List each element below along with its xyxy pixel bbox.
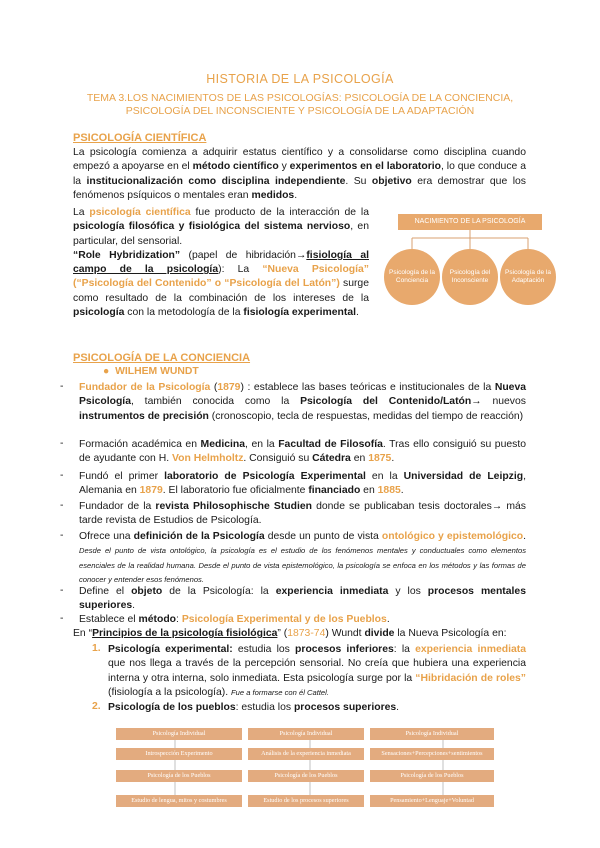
box-col3-3: Pensamiento+Lenguaje+Voluntad: [370, 795, 494, 807]
item-revista: Fundador de la revista Philosophische Studien donde se publicaban tesis doctorales→ más tarde revista de Estudios de Psicología.: [79, 501, 526, 527]
box-col1-0: Psicología Individual: [116, 728, 242, 740]
box-col3-2: Psicología de los Pueblos: [370, 770, 494, 782]
item-laboratorio: Fundó el primer laboratorio de Psicología Experimental en la Universidad de Leipzig, Alemania en 1879. El laboratorio fue oficialmente financiado en 1885.: [79, 471, 527, 497]
box-col2-2: Psicología de los Pueblos: [248, 770, 364, 782]
item-formacion: Formación académica en Medicina, en la Facultad de Filosofía. Tras ello consiguió su puesto de ayudante con H. Von Helmholtz. Consiguió su Cátedra en 1875.: [79, 439, 526, 465]
bullet-wundt: ● WILHEM WUNDT: [103, 366, 199, 377]
circle-conciencia: Psicología de la Conciencia: [384, 249, 440, 305]
item-experimental: Psicología experimental: estudia los procesos inferiores: la experiencia inmediata que nos llega a través de la percepción sensorial. No creía que hubiera una experiencia interna y otra interna, solo inmediata. Esta psicología surge por la “Hibridación de roles” (fisiología a la psicología). Fue a formarse con él Cattel.: [108, 644, 526, 698]
box-col2-0: Psicología Individual: [248, 728, 364, 740]
item-pueblos: Psicología de los pueblos: estudia los procesos superiores.: [108, 702, 400, 713]
document-page: HISTORIA DE LA PSICOLOGÍA TEMA 3.LOS NACIMIENTOS DE LAS PSICOLOGÍAS: PSICOLOGÍA DE LA CONCIENCIA, PSICOLOGÍA DEL INCONSCIENTE Y PSICOLOGÍA DE LA ADAPTACIÓN PSICOLOGÍA CIENTÍFICA La psicología comienza a adquirir estatus científico y a consolidarse como disciplina cuando empezó a apoyarse en el método científico y experimentos en el laboratorio, lo que conduce a la institucionalización como disciplina independiente. Su objetivo era demostrar que los fenómenos psíquicos o mentales eran medidos. La psicología científica fue producto de la interacción de la psicología filosófica y fisiológica del sistema nervioso, en particular, del sensorial. “Role Hybridization” (papel de hibridación→fisiología al campo de la psicología): La “Nueva Psicología” (“Psicología del Contenido” o “Psicología del Latón”) surge como resultado de la combinación de los intereses de la psicología con la metodología de la fisiología experimental. NACIMIENTO DE LA PSICOLOGÍA Psicología de la Conciencia Psicología del Inconsciente Psicología de la Adaptación PSICOLOGÍA DE LA CONCIENCIA ● WILHEM WUNDT - Fundador de la Psicología (1879) : establece las bases teóricas e institucionales de la Nueva Psicología, también conocida como la Psicología del Contenido/Latón→ nuevos instrumentos de precisión (cronoscopio, tecla de respuestas, medidas del tiempo de reacción) - Formación académica en Medicina, en la Facultad de Filosofía. Tras ello consiguió su puesto de ayudante con H. Von Helmholtz. Consiguió su Cátedra en 1875. - Fundó el primer laboratorio de Psicología Experimental en la Universidad de Leipzig, Alemania en 1879. El laboratorio fue oficialmente financiado en 1885. - Fundador de la revista Philosophische Studien donde se publicaban tesis doctorales→ más tarde revista de Estudios de Psicología. - Ofrece una definición de la Psicología desde un punto de vista ontológico y epistemológico. Desde el punto de vista ontológico, la psicología es el estudio de los fenómenos mentales y conductuales como elementos esenciales de la realidad humana. Desde el punto de vista epistemológico, la psicología se enfoca en los métodos y las formas de conocer y entender esos fenómenos. - Define el objeto de la Psicología: la experiencia inmediata y los procesos mentales superiores. - Establece el método: Psicología Experimental y de los Pueblos. En “Principios de la psicología fisiológica” (1873-74) Wundt divide la Nueva Psicología en: 1. Psicología experimental: estudia los procesos inferiores: la experiencia inmediata que nos llega a través de la percepción sensorial. No creía que hubiera una experiencia interna y otra interna, solo inmediata. Esta psicología surge por la “Hibridación de roles” (fisiología a la psicología). Fue a formarse con él Cattel. 2. Psicología de los pueblos: estudia los procesos superiores. Psicología Individual Introspección Experimento Psicología de los Pueblos Estudio de lengua, mitos y costumbres Psicología Individual Análisis de la experiencia inmediata Psicología de los Pueblos Estudio de los procesos superiores Psicología Individual Sensaciones+Percepciones+sentimientos Psicología de los Pueblos Pensamiento+Lenguaje+Voluntad: [0, 0, 600, 848]
wundt-heading: WILHEM WUNDT: [115, 366, 199, 377]
box-col3-1: Sensaciones+Percepciones+sentimientos: [370, 748, 494, 760]
item-objeto: Define el objeto de la Psicología: la experiencia inmediata y los procesos mentales superiores.: [79, 586, 526, 612]
paragraph-producto: La psicología científica fue producto de la interacción de la psicología filosófica y fisiológica del sistema nervioso, en particular, del sensorial. “Role Hybridization” (papel de hibridación→fisiología al campo de la psicología): La “Nueva Psicología” (“Psicología del Contenido” o “Psicología del Latón”) surge como resultado de la combinación de los intereses de la psicología con la metodología de la fisiología experimental.: [73, 207, 370, 319]
circle-adaptacion: Psicología de la Adaptación: [500, 249, 556, 305]
item-fundador: Fundador de la Psicología (1879) : establece las bases teóricas e institucionales de la Nueva Psicología, también conocida como la Psicología del Contenido/Latón→ nuevos instrumentos de precisión (cronoscopio, tecla de respuestas, medidas del tiempo de reacción): [79, 382, 527, 422]
box-col1-3: Estudio de lengua, mitos y costumbres: [116, 795, 242, 807]
box-col3-0: Psicología Individual: [370, 728, 494, 740]
box-col2-3: Estudio de los procesos superiores: [248, 795, 364, 807]
section-heading-conciencia: PSICOLOGÍA DE LA CONCIENCIA: [73, 352, 251, 364]
section-heading-cientifica: PSICOLOGÍA CIENTÍFICA: [73, 132, 207, 144]
document-subtitle: TEMA 3.LOS NACIMIENTOS DE LAS PSICOLOGÍAS: PSICOLOGÍA DE LA CONCIENCIA, PSICOLOGÍA DEL INCONSCIENTE Y PSICOLOGÍA DE LA ADAPTACIÓN: [86, 92, 514, 117]
box-col1-1: Introspección Experimento: [116, 748, 242, 760]
item-metodo: Establece el método: Psicología Experimental y de los Pueblos.: [79, 614, 390, 625]
item-definicion: Ofrece una definición de la Psicología desde un punto de vista ontológico y epistemológico. Desde el punto de vista ontológico, la psicología es el estudio de los fenómenos mentales y conductuales como elementos esenciales de la realidad humana. Desde el punto de vista epistemológico, la psicología se enfoca en los métodos y las formas de conocer y entender esos fenómenos.: [79, 531, 526, 584]
paragraph-principios: En “Principios de la psicología fisiológica” (1873-74) Wundt divide la Nueva Psicología en:: [73, 628, 507, 639]
box-col1-2: Psicología de los Pueblos: [116, 770, 242, 782]
paragraph-intro: La psicología comienza a adquirir estatus científico y a consolidarse como disciplina cuando empezó a apoyarse en el método científico y experimentos en el laboratorio, lo que conduce a la institucionalización como disciplina independiente. Su objetivo era demostrar que los fenómenos psíquicos o mentales eran medidos.: [73, 147, 526, 201]
circle-inconsciente: Psicología del Inconsciente: [442, 249, 498, 305]
document-title: HISTORIA DE LA PSICOLOGÍA: [206, 72, 394, 86]
diagram-header: NACIMIENTO DE LA PSICOLOGÍA: [398, 214, 542, 230]
box-col2-1: Análisis de la experiencia inmediata: [248, 748, 364, 760]
